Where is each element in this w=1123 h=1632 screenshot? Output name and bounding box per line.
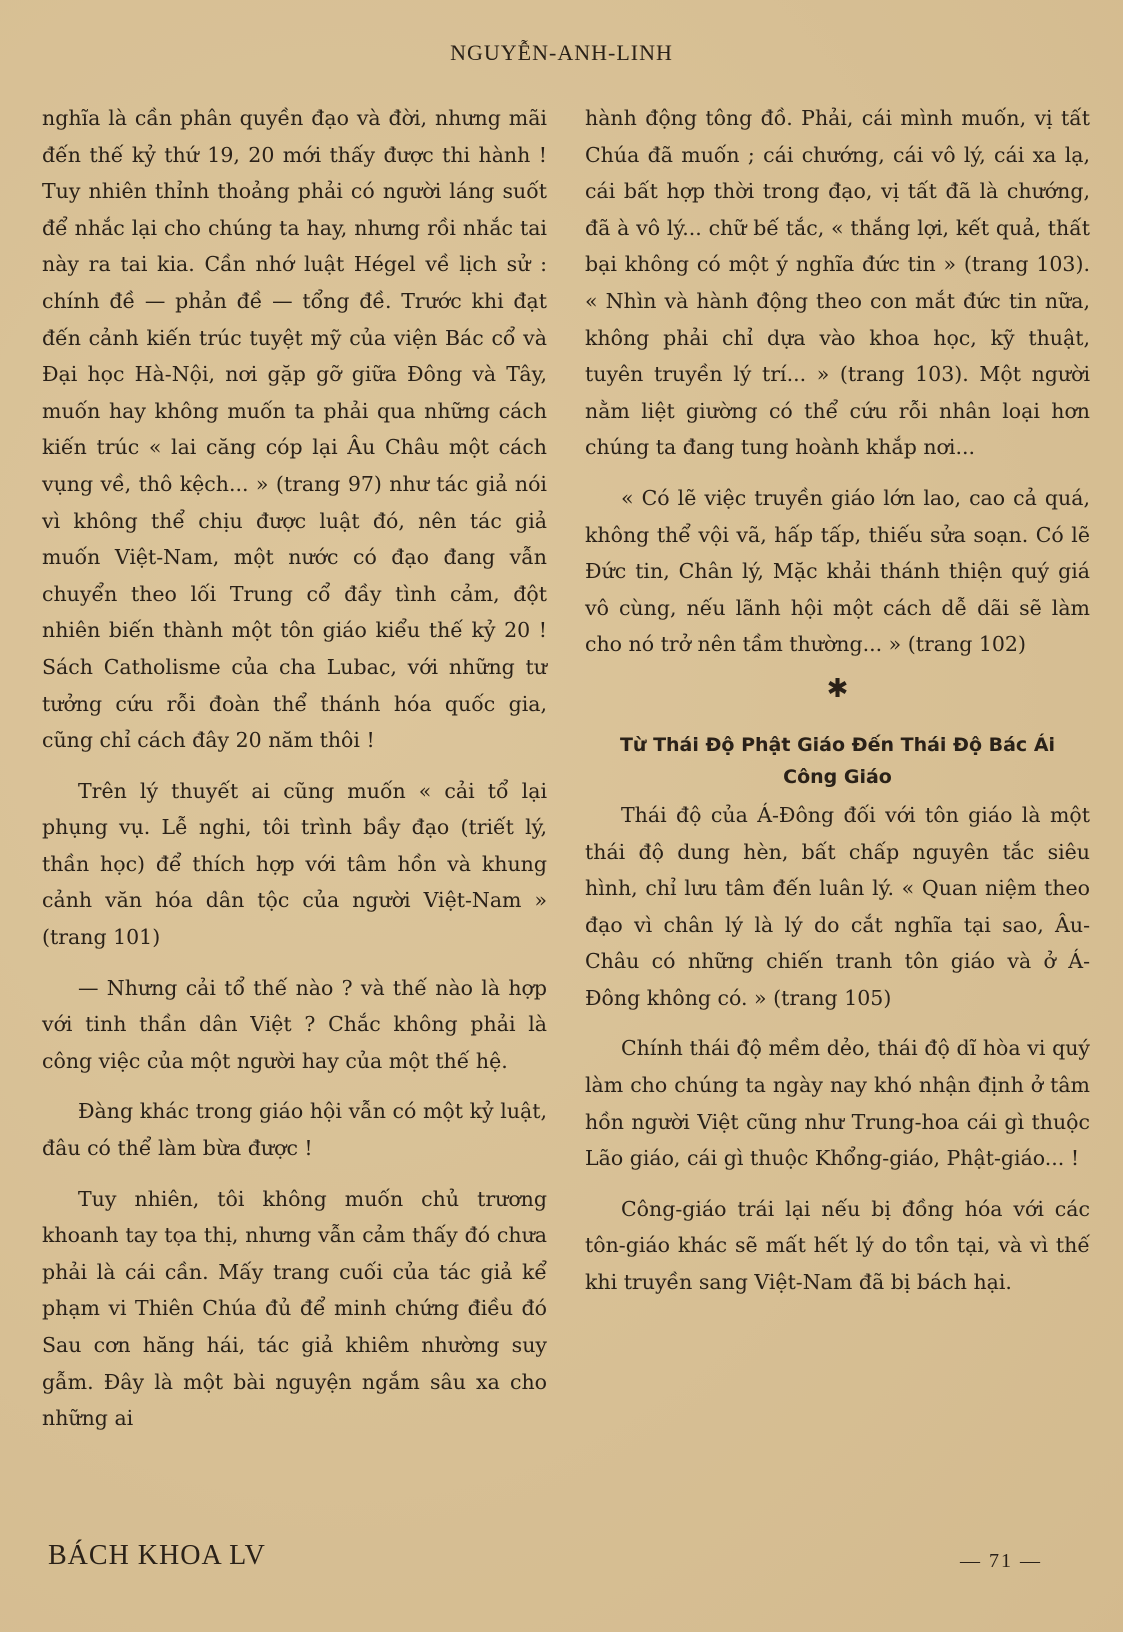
section-title-line: Công Giáo — [783, 765, 892, 788]
section-title-line: Từ Thái Độ Phật Giáo Đến Thái Độ Bác Ái — [619, 733, 1056, 756]
paragraph: hành động tông đồ. Phải, cái mình muốn, vị tất Chúa đã muốn ; cái chướng, cái vô lý, cái xa lạ, cái bất hợp thời trong đạo, vị tất đã là chướng, đã à vô lý... chữ bế tắc, « thắng lợi, kết quả, thất bại không có một ý nghĩa đức tin » (trang 103). « Nhìn và hành động theo con mắt đức tin nữa, không phải chỉ dựa vào khoa học, kỹ thuật, tuyên truyền lý trí... » (trang 103). Một người nằm liệt giường có thể cứu rỗi nhân loại hơn chúng ta đang tung hoành khắp nơi... — [585, 106, 1090, 460]
section-divider-star: ✱ — [826, 673, 849, 704]
page-number: — 71 — — [960, 1550, 1042, 1572]
magazine-footer: BÁCH KHOA LV — [48, 1540, 266, 1571]
right-column — [585, 100, 1090, 1301]
paragraph: — Nhưng cải tổ thế nào ? và thế nào là hợp với tinh thần dân Việt ? Chắc không phải là công việc của một người hay của một thế hệ. — [42, 975, 547, 1073]
paragraph: Đàng khác trong giáo hội vẫn có một kỷ luật, đâu có thể làm bừa được ! — [42, 1099, 547, 1161]
paragraph: Trên lý thuyết ai cũng muốn « cải tổ lại phụng vụ. Lễ nghi, tôi trình bầy đạo (triết lý, thần học) để thích hợp với tâm hồn và khung cảnh văn hóa dân tộc của người Việt-Nam » (trang 101) — [42, 778, 547, 950]
left-column — [42, 100, 547, 1437]
paragraph: « Có lẽ việc truyền giáo lớn lao, cao cả quá, không thể vội vã, hấp tấp, thiếu sửa soạn. Có lẽ Đức tin, Chân lý, Mặc khải thánh thiện quý giá vô cùng, nếu lãnh hội một cách dễ dãi sẽ làm cho nó trở nên tầm thường... » (trang 102) — [585, 485, 1090, 657]
paragraph: nghĩa là cần phân quyền đạo và đời, nhưng mãi đến thế kỷ thứ 19, 20 mới thấy được thi hành ! Tuy nhiên thỉnh thoảng phải có người láng suốt để nhắc lại cho chúng ta hay, nhưng rồi nhắc tai này ra tai kia. Cần nhớ luật Hégel về lịch sử : chính đề — phản đề — tổng đề. Trước khi đạt đến cảnh kiến trúc tuyệt mỹ của viện Bác cổ và Đại học Hà-Nội, nơi gặp gỡ giữa Đông và Tây, muốn hay không muốn ta phải qua những cách kiến trúc « lai căng cóp lại Âu Châu một cách vụng về, thô kệch... » (trang 97) như tác giả nói vì không thể chịu được luật đó, nên tác giả muốn Việt-Nam, một nước có đạo đang vẫn chuyển theo lối Trung cổ đầy tình cảm, đột nhiên biến thành một tôn giáo kiểu thế kỷ 20 ! Sách Catholisme của cha Lubac, với những tư tưởng cứu rỗi đoàn thể thánh hóa quốc gia, cũng chỉ cách đây 20 năm thôi ! — [42, 106, 547, 753]
paragraph: Công-giáo trái lại nếu bị đồng hóa với các tôn-giáo khác sẽ mất hết lý do tồn tại, và vì thế khi truyền sang Việt-Nam đã bị bách hại. — [585, 1196, 1090, 1295]
running-header: NGUYỄN-ANH-LINH — [450, 40, 673, 65]
paragraph: Thái độ của Á-Đông đối với tôn giáo là một thái độ dung hèn, bất chấp nguyên tắc siêu hình, chỉ lưu tâm đến luân lý. « Quan niệm theo đạo vì chân lý là lý do cắt nghĩa tại sao, Âu-Châu có những chiến tranh tôn giáo và ở Á-Đông không có. » (trang 105) — [585, 802, 1090, 1010]
section-title — [585, 729, 1090, 793]
paragraph: Chính thái độ mềm dẻo, thái độ dĩ hòa vi quý làm cho chúng ta ngày nay khó nhận định ở tâm hồn người Việt cũng như Trung-hoa cái gì thuộc Lão giáo, cái gì thuộc Khổng-giáo, Phật-giáo... ! — [585, 1036, 1090, 1171]
paragraph: Tuy nhiên, tôi không muốn chủ trương khoanh tay tọa thị, nhưng vẫn cảm thấy đó chưa phải là cái cần. Mấy trang cuối của tác giả kể phạm vi Thiên Chúa đủ để minh chứng điều đó Sau cơn hăng hái, tác giả khiêm nhường suy gẫm. Đây là một bài nguyện ngắm sâu xa cho những ai — [42, 1186, 547, 1431]
